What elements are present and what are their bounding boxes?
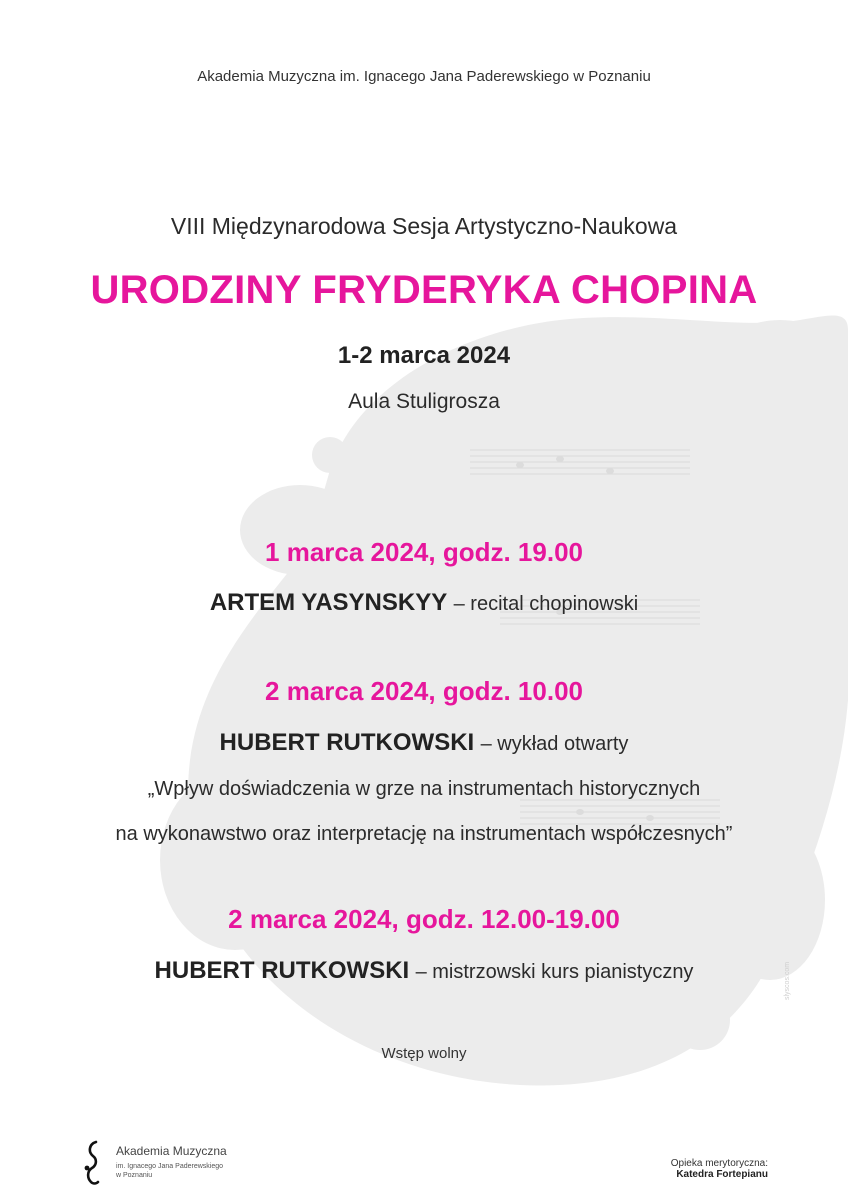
program-3-datetime: 2 marca 2024, godz. 12.00-19.00	[228, 904, 620, 934]
design-credit: slyscos.com	[784, 961, 791, 1000]
event-venue: Aula Stuligrosza	[348, 390, 500, 413]
program-1-datetime: 1 marca 2024, godz. 19.00	[265, 537, 583, 567]
program-3-description: – mistrzowski kurs pianistyczny	[415, 961, 694, 983]
program-2-line	[0, 729, 848, 757]
program-1-line	[0, 589, 848, 617]
event-series: VIII Międzynarodowa Sesja Artystyczno-Naukowa	[170, 213, 678, 239]
logo-name: Akademia Muzyczna	[116, 1144, 227, 1158]
program-2-datetime: 2 marca 2024, godz. 10.00	[265, 676, 583, 706]
lecture-title-line-1: „Wpływ doświadczenia w grze na instrumentach historycznych	[147, 778, 701, 800]
program-3-performer: HUBERT RUTKOWSKI	[154, 957, 410, 984]
program-2-description: – wykład otwarty	[480, 733, 629, 755]
event-title: URODZINY FRYDERYKA CHOPINA	[90, 268, 758, 312]
logo-subtitle	[116, 1162, 223, 1180]
academy-logo-icon	[80, 1138, 106, 1188]
academy-logo	[80, 1138, 240, 1188]
admission-note: Wstęp wolny	[381, 1045, 467, 1062]
event-dates: 1-2 marca 2024	[337, 342, 511, 369]
supervision-label: Opieka merytoryczna:	[670, 1158, 768, 1169]
program-2-performer: HUBERT RUTKOWSKI	[219, 729, 475, 756]
academic-supervision	[671, 1158, 768, 1180]
program-1-description: – recital chopinowski	[453, 593, 639, 615]
lecture-title-line-2: na wykonawstwo oraz interpretację na instrumentach współczesnych”	[115, 823, 733, 845]
logo-sub-line-2: w Poznaniu	[116, 1172, 153, 1179]
logo-sub-line-1: im. Ignacego Jana Paderewskiego	[116, 1163, 224, 1170]
supervision-value: Katedra Fortepianu	[676, 1169, 768, 1180]
program-3-line	[0, 957, 848, 985]
program-1-performer: ARTEM YASYNSKYY	[209, 589, 448, 616]
institution-header: Akademia Muzyczna im. Ignacego Jana Paderewskiego w Poznaniu	[197, 68, 651, 85]
